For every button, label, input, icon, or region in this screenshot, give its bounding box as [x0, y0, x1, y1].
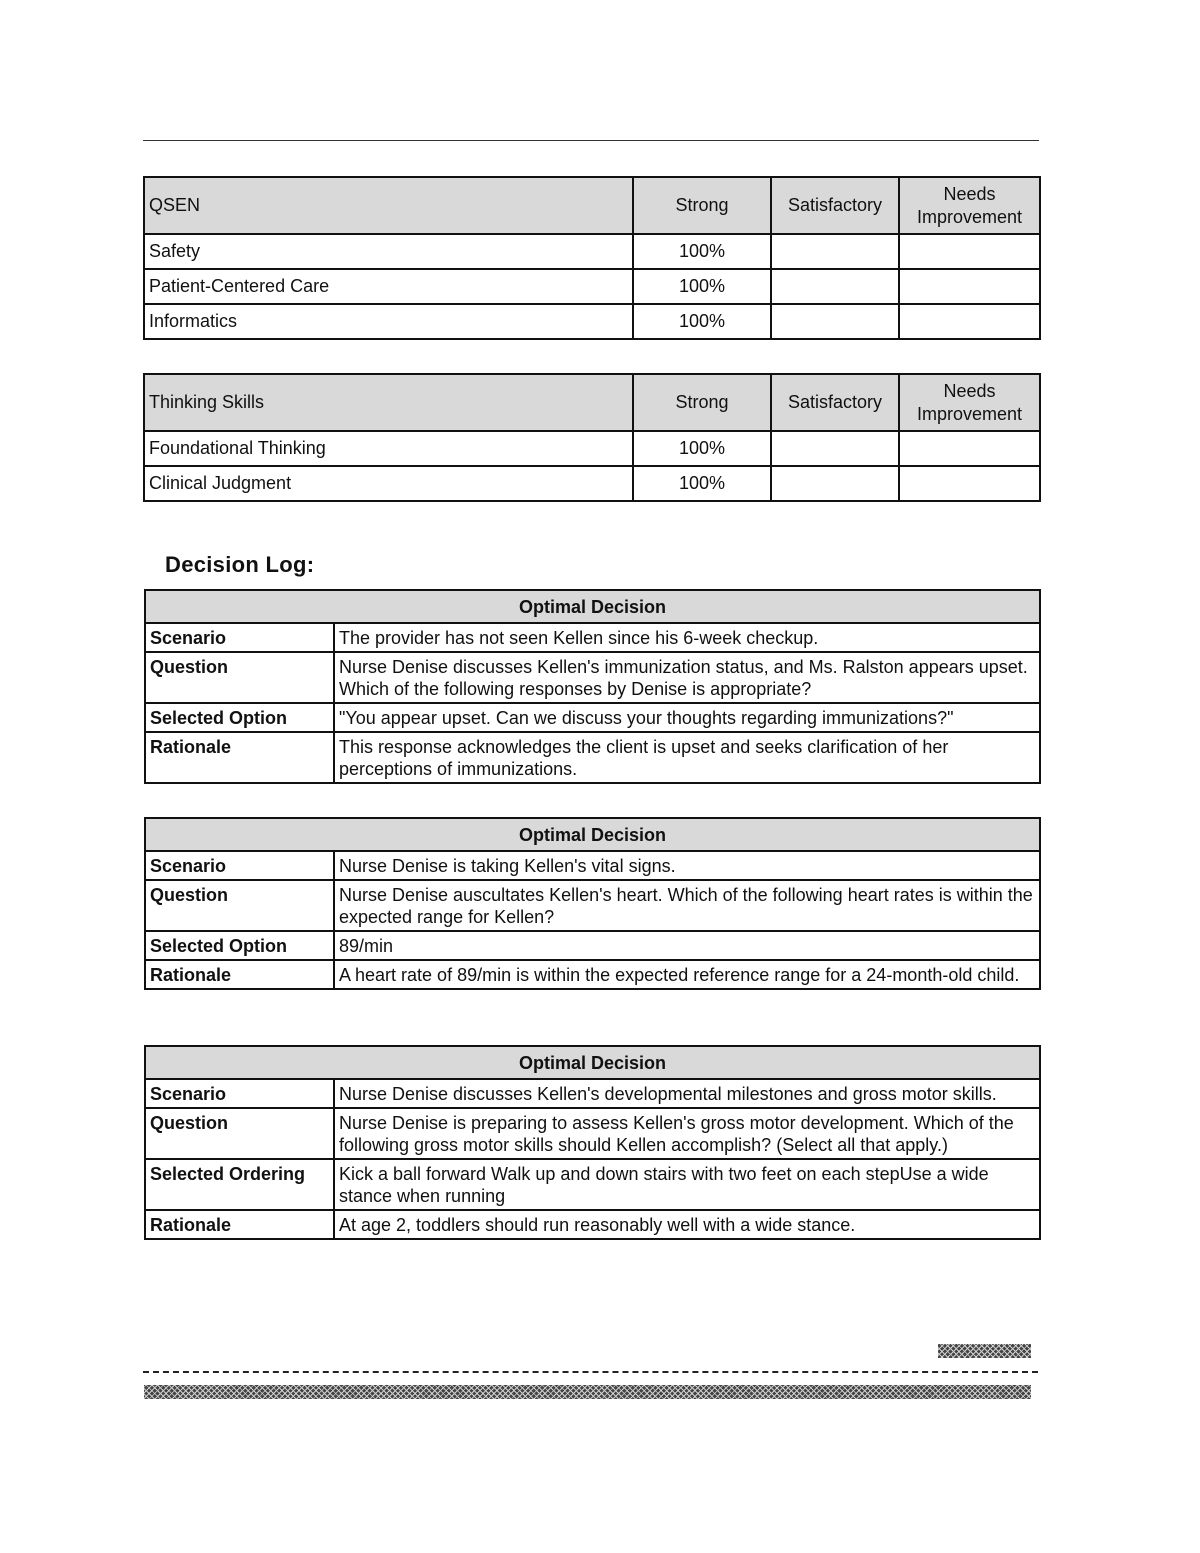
rationale-value: At age 2, toddlers should run reasonably well with a wide stance.: [334, 1210, 1040, 1239]
qsen-table: [143, 176, 1041, 340]
thinking-skills-table: [143, 373, 1041, 502]
satisfactory-value: [771, 234, 899, 269]
row-label: Foundational Thinking: [144, 431, 633, 466]
table-header-row: [144, 374, 1040, 431]
rationale-label: Rationale: [145, 960, 334, 989]
header-category: Thinking Skills: [144, 374, 633, 431]
scenario-label: Scenario: [145, 851, 334, 880]
decision-row: [145, 703, 1040, 732]
decision-row: [145, 1210, 1040, 1239]
strong-value: 100%: [633, 269, 771, 304]
decision-row: [145, 960, 1040, 989]
scenario-value: Nurse Denise is taking Kellen's vital signs.: [334, 851, 1040, 880]
strong-value: 100%: [633, 234, 771, 269]
rationale-value: A heart rate of 89/min is within the expected reference range for a 24-month-old child.: [334, 960, 1040, 989]
decision-row: [145, 652, 1040, 703]
redacted-footer-stamp: [938, 1344, 1031, 1358]
decision-row: [145, 732, 1040, 783]
needs-value: [899, 431, 1040, 466]
decision-heading-row: [145, 1046, 1040, 1079]
decision-row: [145, 1079, 1040, 1108]
selected-option-value: 89/min: [334, 931, 1040, 960]
question-label: Question: [145, 652, 334, 703]
decision-table: [144, 817, 1041, 990]
table-row: [144, 234, 1040, 269]
selected-ordering-label: Selected Ordering: [145, 1159, 334, 1210]
header-needs-improvement: Needs Improvement: [899, 374, 1040, 431]
header-strong: Strong: [633, 177, 771, 234]
row-label: Safety: [144, 234, 633, 269]
header-satisfactory: Satisfactory: [771, 374, 899, 431]
scenario-value: The provider has not seen Kellen since his 6-week checkup.: [334, 623, 1040, 652]
satisfactory-value: [771, 269, 899, 304]
strong-value: 100%: [633, 431, 771, 466]
table-header-row: [144, 177, 1040, 234]
header-strong: Strong: [633, 374, 771, 431]
header-needs-improvement: Needs Improvement: [899, 177, 1040, 234]
table-row: [144, 466, 1040, 501]
decision-heading: Optimal Decision: [145, 1046, 1040, 1079]
satisfactory-value: [771, 466, 899, 501]
decision-heading-row: [145, 590, 1040, 623]
decision-row: [145, 880, 1040, 931]
row-label: Clinical Judgment: [144, 466, 633, 501]
needs-value: [899, 304, 1040, 339]
scenario-value: Nurse Denise discusses Kellen's developmental milestones and gross motor skills.: [334, 1079, 1040, 1108]
question-value: Nurse Denise auscultates Kellen's heart. Which of the following heart rates is within the expected range for Kellen?: [334, 880, 1040, 931]
decision-log-title: Decision Log:: [165, 552, 315, 577]
needs-value: [899, 234, 1040, 269]
selected-option-value: "You appear upset. Can we discuss your thoughts regarding immunizations?": [334, 703, 1040, 732]
decision-table: [144, 1045, 1041, 1240]
decision-heading: Optimal Decision: [145, 818, 1040, 851]
table-row: [144, 269, 1040, 304]
strong-value: 100%: [633, 304, 771, 339]
selected-ordering-value: Kick a ball forward Walk up and down stairs with two feet on each stepUse a wide stance when running: [334, 1159, 1040, 1210]
header-satisfactory: Satisfactory: [771, 177, 899, 234]
strong-value: 100%: [633, 466, 771, 501]
satisfactory-value: [771, 304, 899, 339]
decision-heading-row: [145, 818, 1040, 851]
row-label: Patient-Centered Care: [144, 269, 633, 304]
footer-dashed-divider: [143, 1371, 1038, 1373]
decision-table: [144, 589, 1041, 784]
rationale-value: This response acknowledges the client is upset and seeks clarification of her perceptions of immunizations.: [334, 732, 1040, 783]
needs-value: [899, 466, 1040, 501]
question-value: Nurse Denise is preparing to assess Kellen's gross motor development. Which of the following gross motor skills should Kellen accomplish? (Select all that apply.): [334, 1108, 1040, 1159]
header-category: QSEN: [144, 177, 633, 234]
rationale-label: Rationale: [145, 1210, 334, 1239]
decision-row: [145, 851, 1040, 880]
table-row: [144, 304, 1040, 339]
selected-option-label: Selected Option: [145, 703, 334, 732]
top-divider: [143, 140, 1039, 141]
scenario-label: Scenario: [145, 623, 334, 652]
redacted-footer-bar: [144, 1385, 1031, 1399]
decision-row: [145, 623, 1040, 652]
decision-row: [145, 931, 1040, 960]
scenario-label: Scenario: [145, 1079, 334, 1108]
decision-row: [145, 1159, 1040, 1210]
question-label: Question: [145, 1108, 334, 1159]
decision-heading: Optimal Decision: [145, 590, 1040, 623]
row-label: Informatics: [144, 304, 633, 339]
question-value: Nurse Denise discusses Kellen's immunization status, and Ms. Ralston appears upset. Which of the following responses by Denise is appropriate?: [334, 652, 1040, 703]
selected-option-label: Selected Option: [145, 931, 334, 960]
needs-value: [899, 269, 1040, 304]
rationale-label: Rationale: [145, 732, 334, 783]
satisfactory-value: [771, 431, 899, 466]
question-label: Question: [145, 880, 334, 931]
decision-row: [145, 1108, 1040, 1159]
table-row: [144, 431, 1040, 466]
